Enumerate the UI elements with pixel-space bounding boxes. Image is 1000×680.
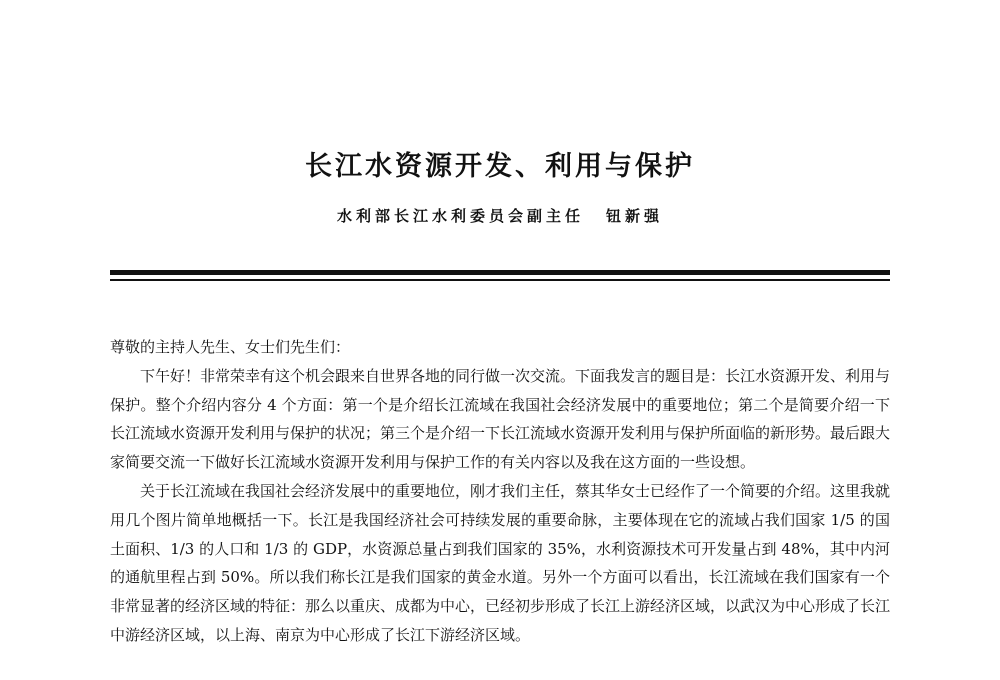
- document-title: 长江水资源开发、利用与保护: [305, 151, 695, 182]
- header-rule-thick: [110, 270, 890, 275]
- header-rule-thin: [110, 279, 890, 281]
- salutation: 尊敬的主持人先生、女士们先生们：: [110, 338, 351, 356]
- paragraph-1: 下午好！非常荣幸有这个机会跟来自世界各地的同行做一次交流。下面我发言的题目是：长江水资源开发、利用与保护。整个介绍内容分 4 个方面：第一个是介绍长江流域在我国社会经济发展中的重要地位；第二个是简要介绍一下长江流域水资源开发利用与保护的状况；第三个是介绍一下长江流域水资源开发利用与保护所面临的新形势。最后跟大家简要交流一下做好长江流域水资源开发利用与保护工作的有关内容以及我在这方面的一些设想。: [110, 366, 891, 472]
- body-text: [110, 333, 890, 650]
- author-line: [0, 206, 1000, 226]
- paragraph-2: 关于长江流域在我国社会经济发展中的重要地位，刚才我们主任，蔡其华女士已经作了一个简要的介绍。这里我就用几个图片简单地概括一下。长江是我国经济社会可持续发展的重要命脉，主要体现在它的流域占我们国家 1/5 的国土面积、1/3 的人口和 1/3 的 GDP，水资源总量占到我们国家的 35%，水利资源技术可开发量占到 48%，其中内河的通航里程占到 50%。所以我们称长江是我们国家的黄金水道。另外一个方面可以看出，长江流域在我们国家有一个非常显著的经济区域的特征：那么以重庆、成都为中心，已经初步形成了长江上游经济区域，以武汉为中心形成了长江中游经济区域，以上海、南京为中心形成了长江下游经济区域。: [110, 481, 891, 644]
- author-affiliation: 水利部长江水利委员会副主任: [336, 207, 584, 225]
- author-name: 钮新强: [606, 207, 664, 225]
